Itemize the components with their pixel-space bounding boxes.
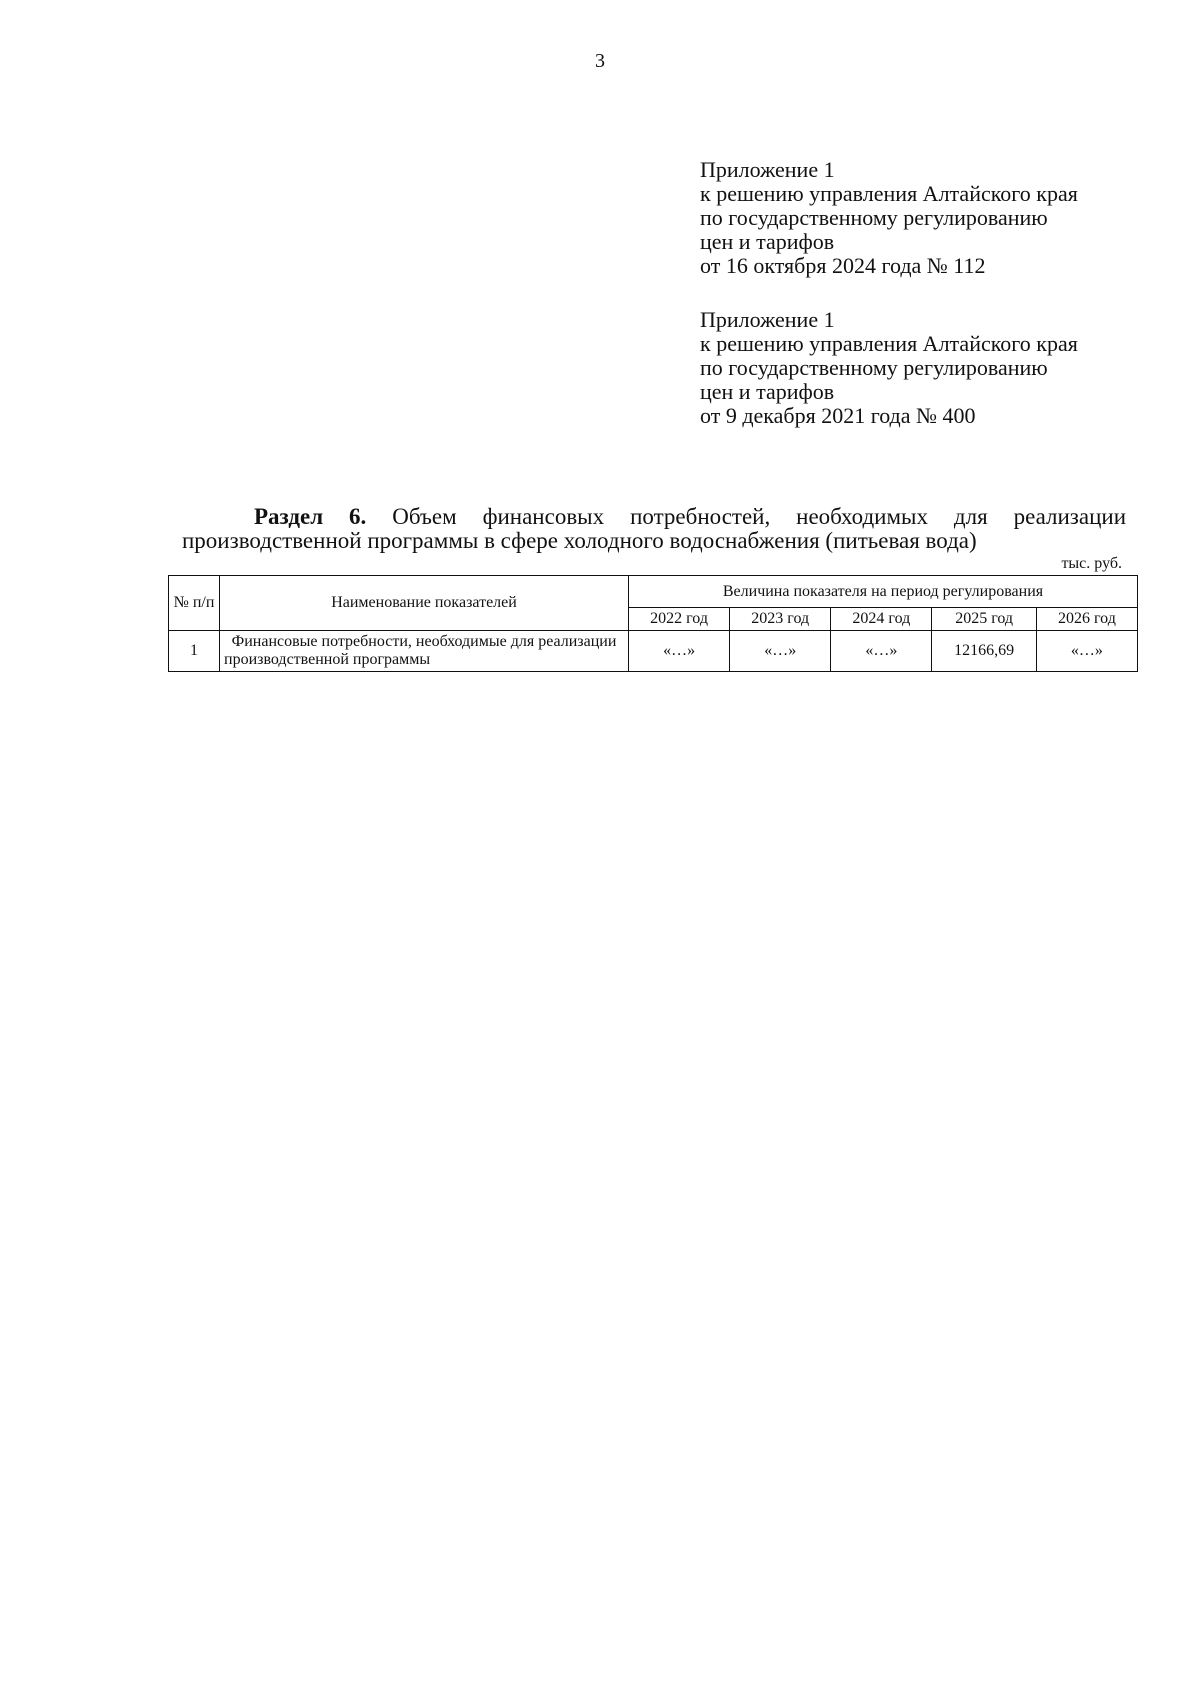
- table-row: [169, 631, 1138, 672]
- header-year: 2023 год: [730, 608, 831, 631]
- header-name: Наименование показателей: [220, 576, 629, 631]
- units-label: тыс. руб.: [1061, 555, 1122, 572]
- section-title-line-2: производственной программы в сфере холодного водоснабжения (питьевая вода): [182, 528, 977, 553]
- financial-needs-table: [168, 575, 1138, 672]
- header-year: 2025 год: [932, 608, 1036, 631]
- row-name: Финансовые потребности, необходимые для реализации производственной программы: [220, 631, 629, 672]
- section-label: Раздел 6.: [254, 504, 367, 529]
- header-year: 2022 год: [629, 608, 730, 631]
- table-header-row: [169, 576, 1138, 608]
- appendix-line: цен и тарифов: [700, 229, 835, 254]
- row-value: «…»: [1036, 631, 1137, 672]
- header-period: Величина показателя на период регулирования: [629, 576, 1138, 608]
- header-year: 2026 год: [1036, 608, 1137, 631]
- section-title: [182, 505, 1126, 553]
- appendix-line: к решению управления Алтайского края: [700, 181, 1078, 206]
- appendix-header-original: [700, 308, 1078, 428]
- appendix-line: по государственному регулированию: [700, 205, 1048, 230]
- appendix-line: Приложение 1: [700, 157, 835, 182]
- appendix-line: от 9 декабря 2021 года № 400: [700, 403, 976, 428]
- header-num: № п/п: [169, 576, 220, 631]
- section-title-line-1: [182, 505, 1126, 529]
- appendix-line: цен и тарифов: [700, 379, 835, 404]
- section-title-text-1: Объем финансовых потребностей, необходимых для реализации: [392, 504, 1127, 529]
- row-num: 1: [169, 631, 220, 672]
- appendix-line: по государственному регулированию: [700, 355, 1048, 380]
- header-year: 2024 год: [831, 608, 932, 631]
- row-value: 12166,69: [932, 631, 1036, 672]
- page-number: 3: [595, 50, 605, 72]
- appendix-header-current: [700, 158, 1078, 278]
- appendix-line: от 16 октября 2024 года № 112: [700, 253, 986, 278]
- row-value: «…»: [730, 631, 831, 672]
- appendix-line: к решению управления Алтайского края: [700, 331, 1078, 356]
- appendix-line: Приложение 1: [700, 307, 835, 332]
- row-value: «…»: [831, 631, 932, 672]
- row-value: «…»: [629, 631, 730, 672]
